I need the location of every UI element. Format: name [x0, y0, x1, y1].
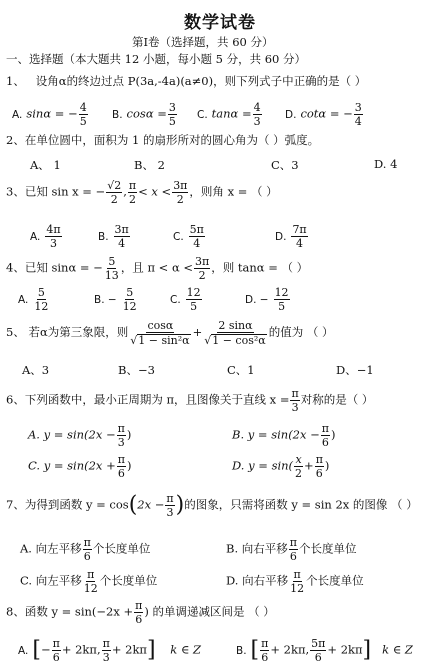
question-2-option-c[interactable]: C、3: [271, 158, 299, 172]
question-2-option-a[interactable]: A、 1: [30, 158, 61, 172]
question-2-stem: 2、在单位圆中，面积为 1 的扇形所对的圆心角为（ ）弧度。: [6, 133, 320, 147]
question-7-option-d[interactable]: D. 向右平移 $\frac{\pi}{12}$ 个长度单位: [226, 568, 364, 595]
question-3-option-a[interactable]: A. $\frac{4\pi}{3}$: [30, 223, 61, 250]
question-4-option-b[interactable]: B. − $\frac{5}{12}$: [94, 286, 137, 313]
paper-subtitle: 第Ⅰ卷（选择题，共 60 分）: [132, 35, 274, 49]
question-5-stem: 5、 若α为第三象限，则 $\frac{\cos\alpha}{\text{√1 − sin²α}}$ + $\frac{2 \sin\alpha}{\text{√1 − cos²α}}$ 的值为 （ ）: [6, 319, 334, 347]
question-6-stem: 6、下列函数中，最小正周期为 π，且图像关于直线 x = $\frac{\pi}{3}$ 对称的是（ ）: [6, 387, 374, 414]
question-6-option-d[interactable]: D. y = sin( $\frac{x}{2}$ + $\frac{\pi}{6}$ ): [232, 453, 330, 480]
question-4-option-a[interactable]: A. $\frac{5}{12}$: [18, 286, 49, 313]
question-8-option-b[interactable]: B. [ $\frac{\pi}{6}$ + 2kπ, $\frac{5\pi}{6}$ + 2kπ] k ∈ Z: [236, 637, 413, 664]
question-3-stem: 3、已知 sin x = − $\frac{√2}{2}$ , $\frac{\pi}{2}$ < x < $\frac{3\pi}{2}$ ，则角 x = （ ）: [6, 179, 278, 206]
question-6-option-c[interactable]: C. y = sin(2x + $\frac{\pi}{6}$ ): [28, 453, 132, 480]
question-8-option-a[interactable]: A. [− $\frac{\pi}{6}$ + 2kπ, $\frac{\pi}{3}$ + 2kπ] k ∈ Z: [18, 637, 201, 664]
question-5-option-a[interactable]: A、3: [22, 363, 50, 377]
question-4-option-c[interactable]: C. $\frac{12}{5}$: [170, 286, 201, 313]
question-1-option-a[interactable]: A. sinα = − $\frac{4}{5}$: [12, 101, 87, 128]
question-1-option-d[interactable]: D. cotα = − $\frac{3}{4}$: [285, 101, 362, 128]
question-7-stem: 7、为得到函数 y = cos(2x − $\frac{\pi}{3}$ )的图象，只需将函数 y = sin 2x 的图像 （ ）: [6, 492, 418, 519]
question-1-stem: 1、 设角α的终边过点 P(3a,-4a)(a≠0)，则下列式子中正确的是（ ）: [6, 74, 367, 88]
question-2-option-b[interactable]: B、 2: [134, 158, 165, 172]
question-4-stem: 4、已知 sinα = − $\frac{5}{13}$ ，且 π < α < $\frac{3\pi}{2}$ ，则 tanα = （ ）: [6, 255, 309, 282]
question-3-option-d[interactable]: D. $\frac{7\pi}{4}$: [275, 223, 307, 250]
question-5-option-b[interactable]: B、−3: [118, 363, 155, 377]
section-heading: 一、选择题（本大题共 12 小题，每小题 5 分，共 60 分）: [6, 52, 307, 66]
question-5-option-d[interactable]: D、−1: [336, 363, 374, 377]
question-3-option-c[interactable]: C. $\frac{5\pi}{4}$: [173, 223, 204, 250]
question-1-option-c[interactable]: C. tanα = $\frac{4}{3}$: [197, 101, 261, 128]
question-8-stem: 8、函数 y = sin(−2x + $\frac{\pi}{6}$ ) 的单调递减区间是 （ ）: [6, 599, 275, 626]
question-6-option-b[interactable]: B. y = sin(2x − $\frac{\pi}{6}$ ): [232, 422, 336, 449]
question-3-option-b[interactable]: B. $\frac{3\pi}{4}$: [98, 223, 129, 250]
question-2-option-d[interactable]: D. 4: [374, 157, 398, 171]
page-title: 数学试卷: [184, 13, 256, 33]
question-4-option-d[interactable]: D. − $\frac{12}{5}$: [245, 286, 289, 313]
question-6-option-a[interactable]: A. y = sin(2x − $\frac{\pi}{3}$ ): [28, 422, 132, 449]
question-5-option-c[interactable]: C、1: [227, 363, 255, 377]
question-1-option-b[interactable]: B. cosα = $\frac{3}{5}$: [112, 101, 176, 128]
question-7-option-b[interactable]: B. 向右平移 $\frac{\pi}{6}$ 个长度单位: [226, 536, 357, 563]
question-7-option-a[interactable]: A. 向左平移 $\frac{\pi}{6}$ 个长度单位: [20, 536, 151, 563]
question-7-option-c[interactable]: C. 向左平移 $\frac{\pi}{12}$ 个长度单位: [20, 568, 158, 595]
